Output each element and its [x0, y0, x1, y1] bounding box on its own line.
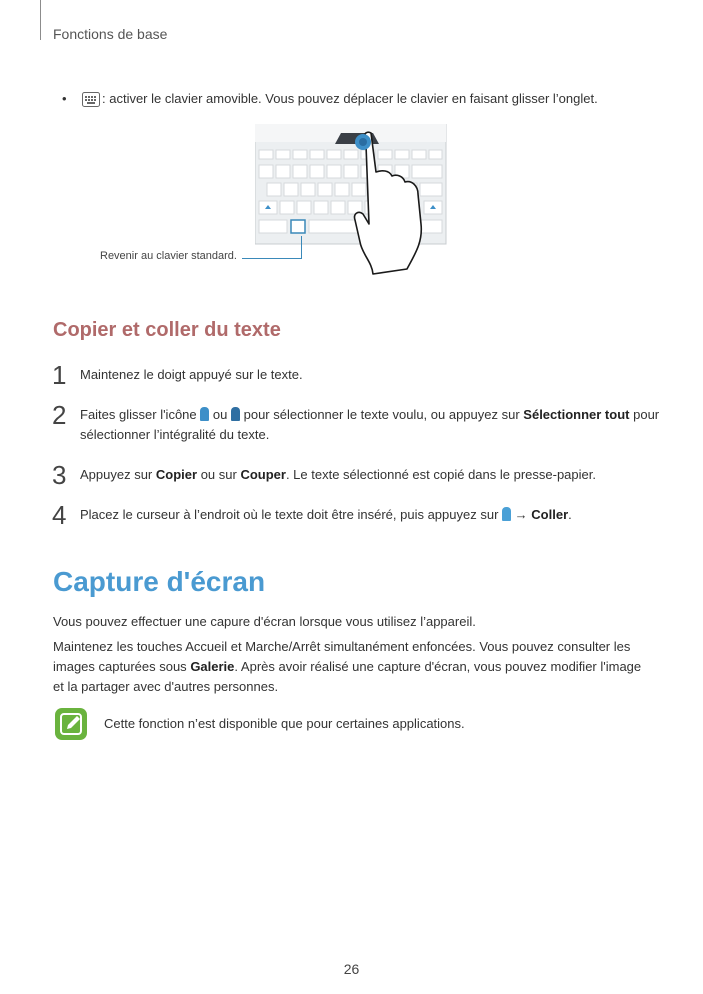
- paragraph-part: . Après avoir réalisé une capture d'écran, vous pouvez modifier l'image et la partager avec d'autres personnes.: [53, 659, 642, 694]
- copy-label: Copier: [155, 467, 198, 482]
- header-divider: [40, 0, 41, 40]
- step-text: [80, 405, 670, 445]
- step-text-part: ou: [212, 407, 228, 422]
- select-all-label: Sélectionner tout: [523, 407, 630, 422]
- cursor-handle-icon: [502, 507, 511, 521]
- keyboard-icon: [82, 92, 100, 110]
- section-title-copy-paste: Copier et coller du texte: [53, 319, 281, 341]
- arrow-symbol: →: [514, 507, 528, 522]
- selection-handle-right-icon: [231, 407, 240, 421]
- cut-label: Couper: [240, 467, 286, 482]
- paragraph-part: Maintenez les touches Accueil et Marche/Arrêt simultanément enfoncées. Vous pouvez consulter les images capturées sous: [53, 639, 631, 674]
- step-number: 4: [52, 500, 67, 530]
- caption-leader: [242, 258, 302, 259]
- step-text: [80, 465, 670, 485]
- bullet-symbol: •: [62, 91, 67, 106]
- step-number: 2: [52, 400, 67, 430]
- step-text-part: Faites glisser l'icône: [80, 407, 197, 422]
- figure-caption: Revenir au clavier standard.: [100, 250, 237, 262]
- floating-keyboard-illustration: [255, 124, 475, 289]
- paragraph: Vous pouvez effectuer une capure d'écran lorsque vous utilisez l’appareil.: [53, 614, 476, 629]
- step-text-part: .: [568, 507, 572, 522]
- gallery-label: Galerie: [190, 659, 235, 674]
- paragraph: [53, 637, 653, 697]
- step-text: [80, 505, 670, 525]
- step-text-part: pour sélectionner le texte voulu, ou appuyez sur: [243, 407, 520, 422]
- section-title-screenshot: Capture d'écran: [53, 566, 266, 597]
- selection-handle-left-icon: [200, 407, 209, 421]
- step-text-part: Appuyez sur: [80, 467, 153, 482]
- step-text: Maintenez le doigt appuyé sur le texte.: [80, 367, 303, 382]
- step-text-part: . Le texte sélectionné est copié dans le presse-papier.: [285, 467, 596, 482]
- paste-label: Coller: [531, 507, 569, 522]
- header-title: Fonctions de base: [53, 26, 168, 42]
- step-text-part: ou sur: [200, 467, 237, 482]
- caption-leader-vertical: [301, 236, 302, 259]
- step-text-part: Placez le curseur à l’endroit où le texte doit être inséré, puis appuyez sur: [80, 507, 499, 522]
- bullet-item: [62, 91, 598, 110]
- step-number: 1: [52, 360, 67, 390]
- note-text: Cette fonction n’est disponible que pour certaines applications.: [104, 716, 465, 731]
- step-number: 3: [52, 460, 67, 490]
- note-pencil-icon: [55, 708, 87, 740]
- page-number: 26: [343, 961, 360, 977]
- bullet-text: : activer le clavier amovible. Vous pouvez déplacer le clavier en faisant glisser l’onglet.: [102, 91, 598, 106]
- step-text-part: pour sélectionner l’intégralité du texte.: [80, 407, 660, 442]
